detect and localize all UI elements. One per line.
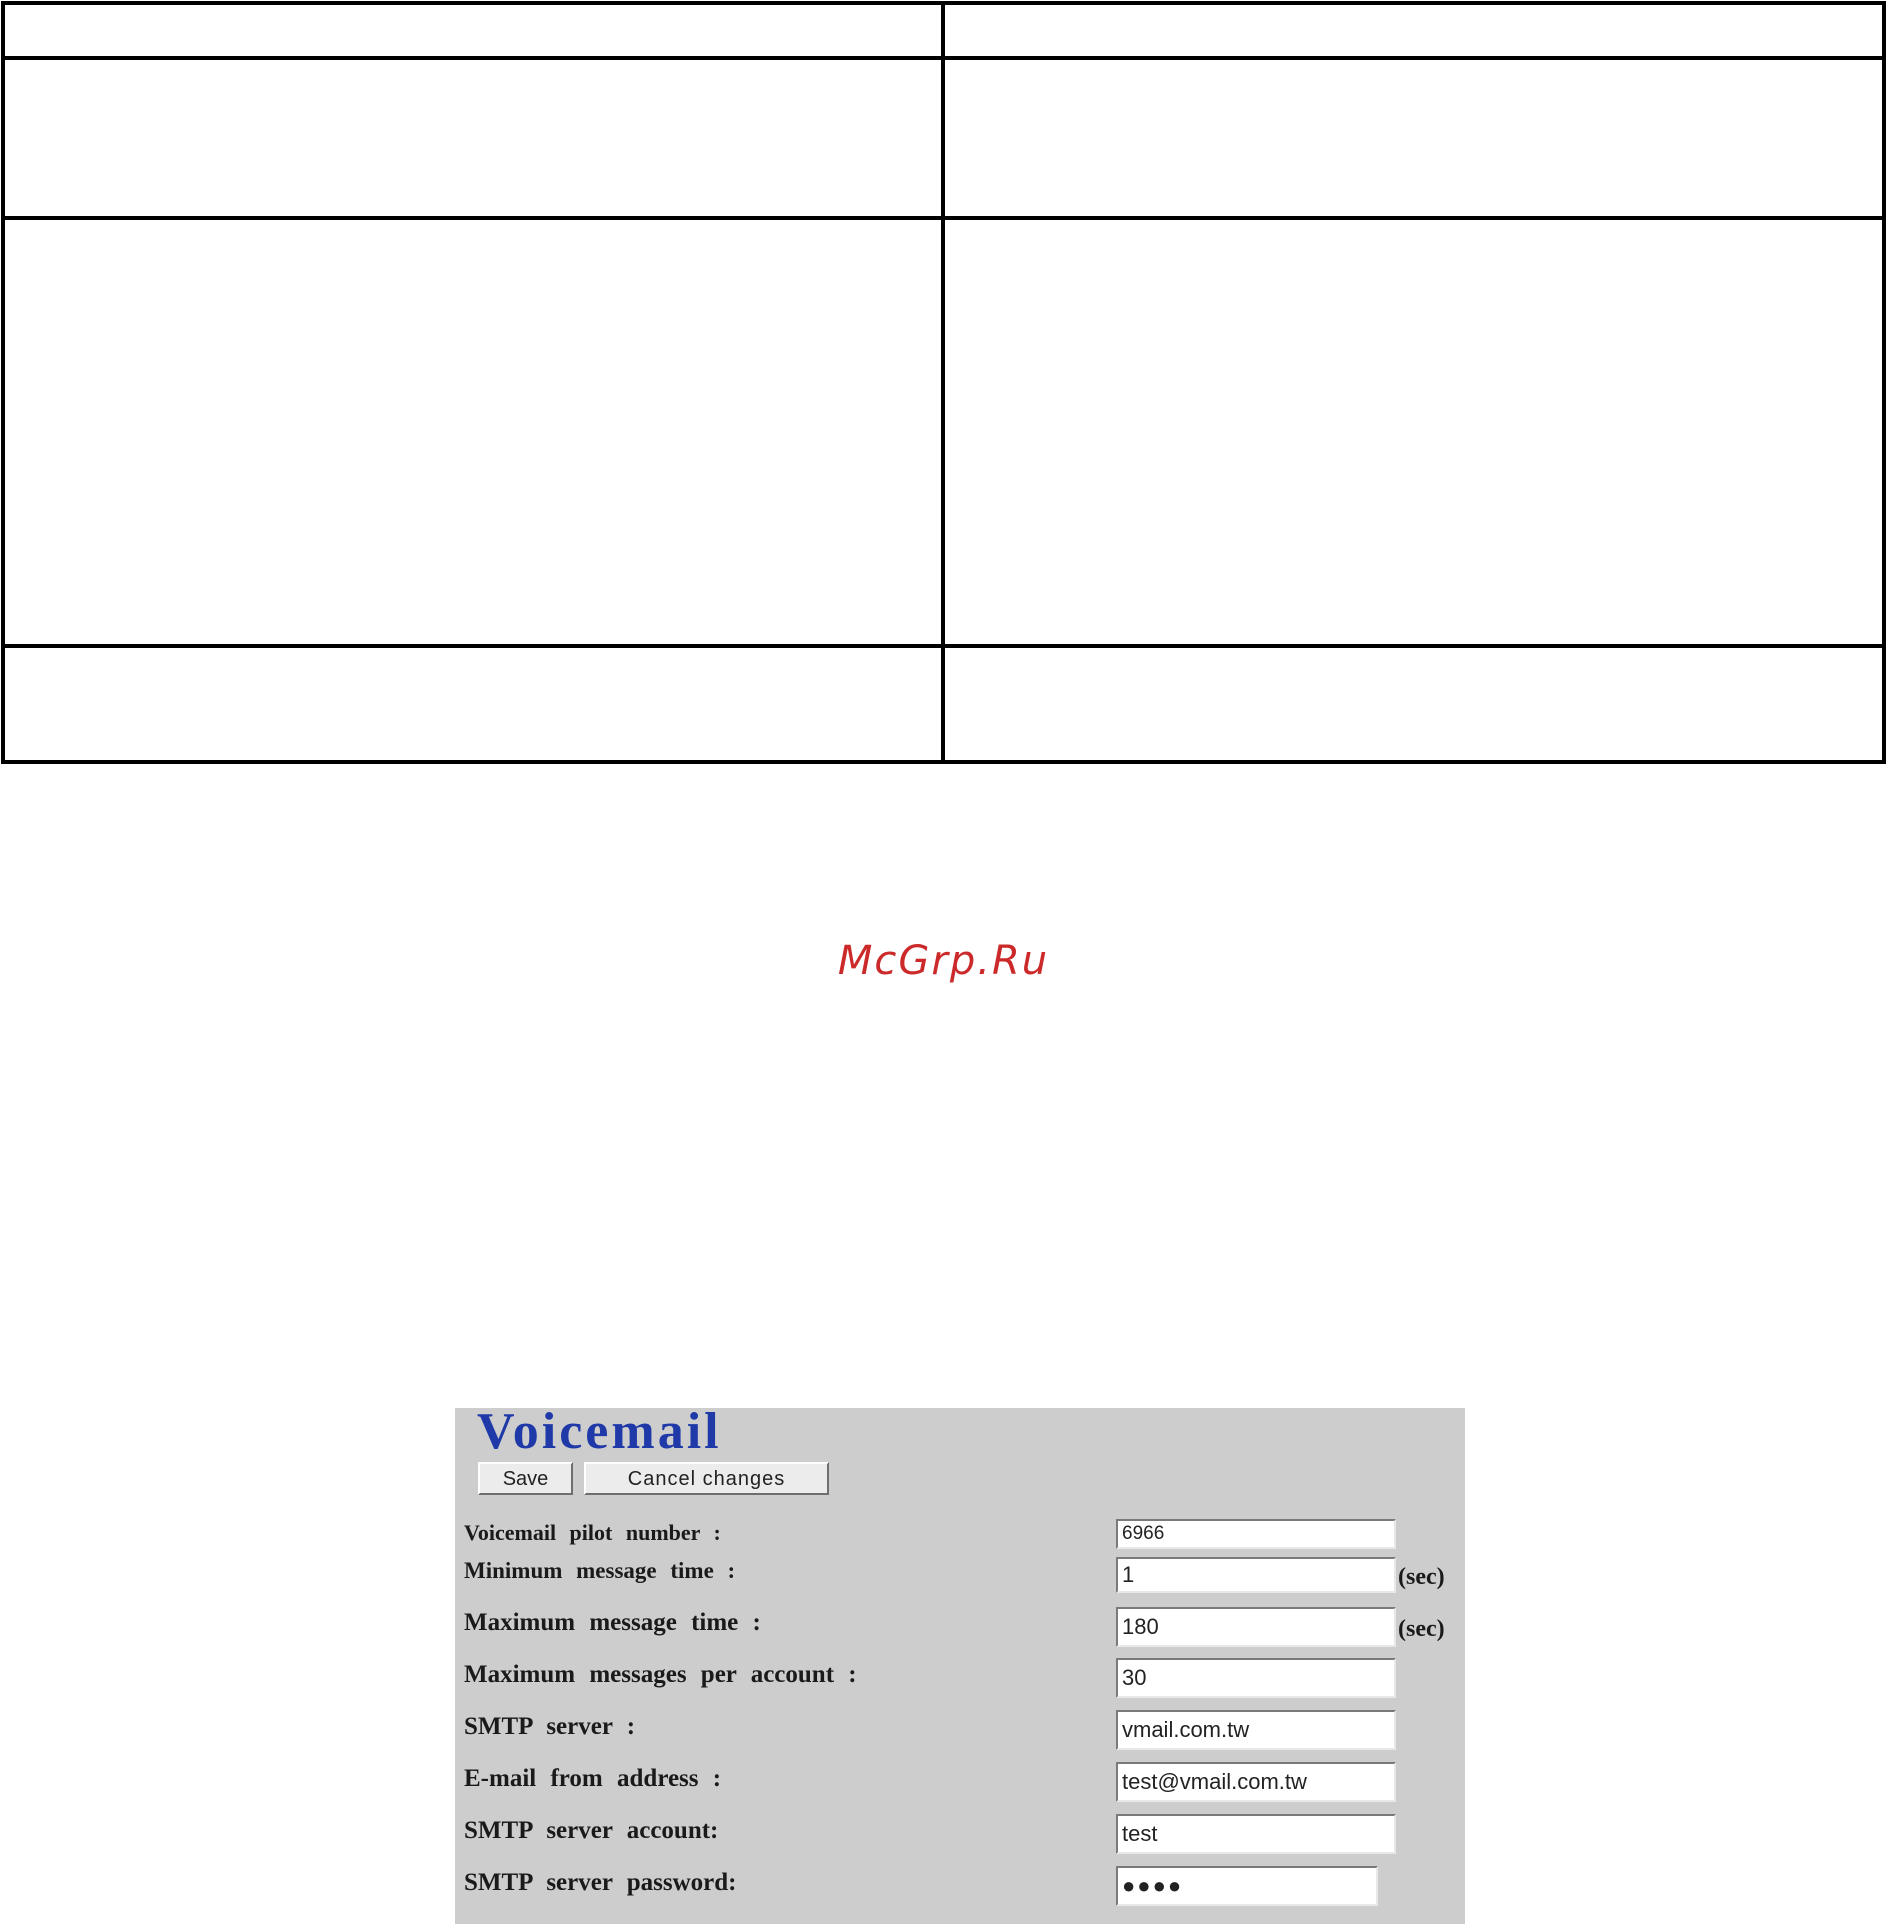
table-cell-r4-c2 [945, 648, 1882, 760]
table-cell-r2-c2 [945, 60, 1882, 220]
min-message-time-label: Minimum message time : [464, 1558, 736, 1583]
smtp-server-password-label: SMTP server password: [464, 1869, 737, 1896]
watermark: McGrp.Ru [837, 938, 1050, 984]
max-message-time-label: Maximum message time : [464, 1609, 761, 1636]
max-message-time-unit: (sec) [1398, 1616, 1445, 1642]
max-messages-per-account-input[interactable]: 30 [1116, 1658, 1396, 1698]
document-table [1, 1, 1886, 764]
email-from-address-label: E-mail from address : [464, 1765, 722, 1792]
email-from-address-input[interactable]: test@vmail.com.tw [1116, 1762, 1396, 1802]
save-button[interactable]: Save [478, 1462, 573, 1495]
smtp-server-account-label: SMTP server account: [464, 1817, 719, 1844]
smtp-server-account-input[interactable]: test [1116, 1814, 1396, 1854]
smtp-server-input[interactable]: vmail.com.tw [1116, 1710, 1396, 1750]
pilot-number-label: Voicemail pilot number : [464, 1520, 721, 1545]
pilot-number-input[interactable]: 6966 [1116, 1519, 1396, 1549]
min-message-time-input[interactable]: 1 [1116, 1557, 1396, 1593]
max-message-time-input[interactable]: 180 [1116, 1607, 1396, 1647]
table-cell-r3-c2 [945, 220, 1882, 648]
voicemail-settings-panel [455, 1408, 1465, 1924]
page-title: Voicemail [477, 1408, 722, 1460]
min-message-time-unit: (sec) [1398, 1564, 1445, 1590]
table-cell-r1-c2 [945, 5, 1882, 60]
cancel-changes-button[interactable]: Cancel changes [584, 1462, 829, 1495]
smtp-server-password-input[interactable]: ●●●● [1116, 1866, 1378, 1906]
table-cell-r3-c1 [5, 220, 945, 648]
table-cell-r2-c1 [5, 60, 945, 220]
max-messages-per-account-label: Maximum messages per account : [464, 1661, 857, 1688]
table-cell-r1-c1 [5, 5, 945, 60]
smtp-server-label: SMTP server : [464, 1713, 636, 1740]
table-cell-r4-c1 [5, 648, 945, 760]
